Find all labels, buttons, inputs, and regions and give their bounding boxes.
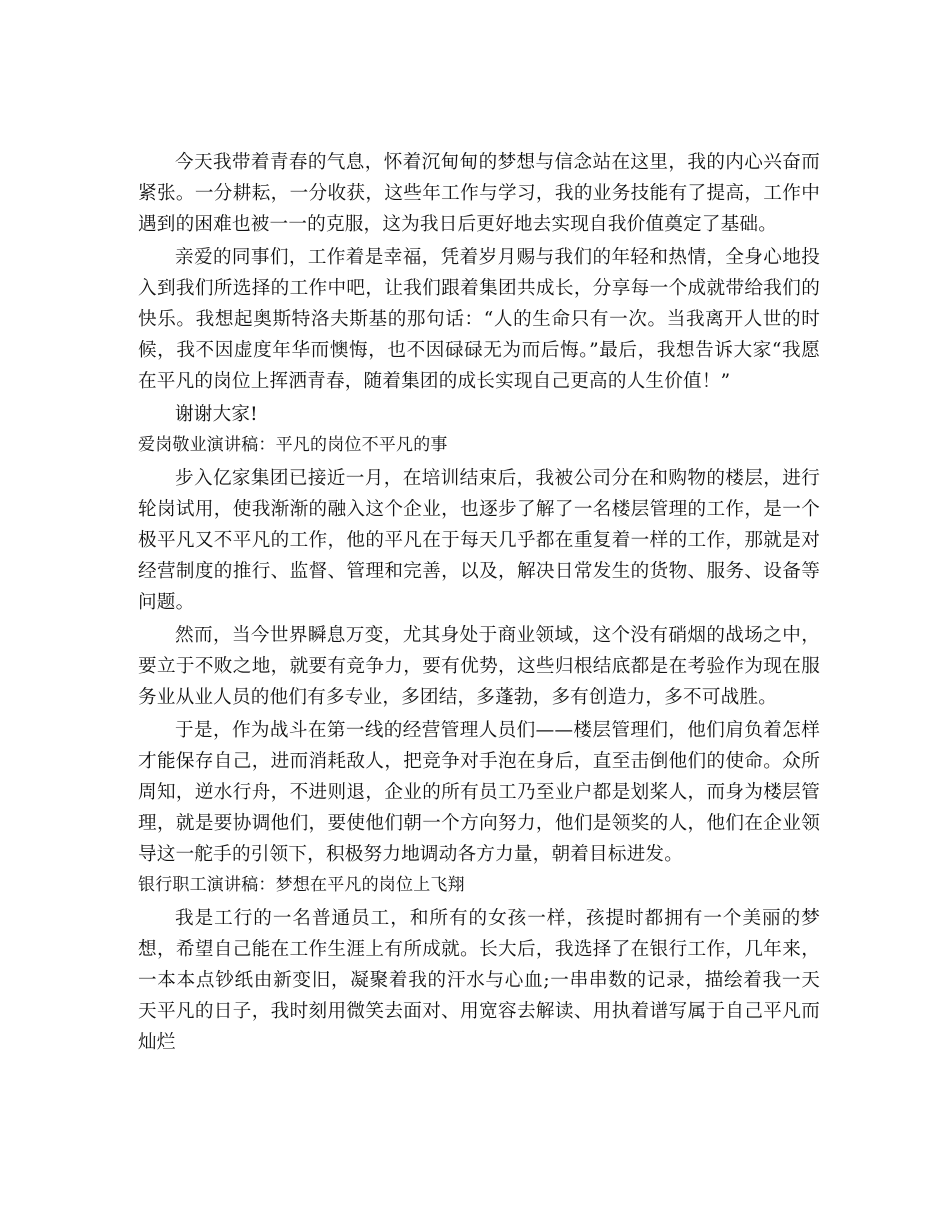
paragraph: 于是，作为战斗在第一线的经营管理人员们——楼层管理们，他们肩负着怎样才能保存自己，进而消耗敌人，把竞争对手泡在身后，直至击倒他们的使命。众所周知，逆水行舟，不进则退，企业的所有员工乃至业户都是划桨人，而身为楼层管理，就是要协调他们，要使他们朝一个方向努力，他们是领奖的人，他们在企业领导这一舵手的引领下，积极努力地调动各方力量，朝着目标进发。 <box>138 720 820 865</box>
paragraph: 我是工行的一名普通员工，和所有的女孩一样，孩提时都拥有一个美丽的梦想，希望自己能在工作生涯上有所成就。长大后，我选择了在银行工作，几年来，一本本点钞纸由新变旧，凝聚着我的汗水与心血;一串串数的记录，描绘着我一天天平凡的日子，我时刻用微笑去面对、用宽容去解读、用执着谱写属于自己平凡而灿烂 <box>138 908 820 1053</box>
paragraph: 步入亿家集团已接近一月，在培训结束后，我被公司分在和购物的楼层，进行轮岗试用，使我渐渐的融入这个企业，也逐步了解了一名楼层管理的工作，是一个极平凡又不平凡的工作，他的平凡在于每天几乎都在重复着一样的工作，那就是对经营制度的推行、监督、管理和完善，以及，解决日常发生的货物、服务、设备等问题。 <box>138 468 820 613</box>
section-heading: 爱岗敬业演讲稿：平凡的岗位不平凡的事 <box>138 435 448 455</box>
paragraph: 亲爱的同事们，工作着是幸福，凭着岁月赐与我们的年轻和热情，全身心地投入到我们所选择的工作中吧，让我们跟着集团共成长，分享每一个成就带给我们的快乐。我想起奥斯特洛夫斯基的那句话：“人的生命只有一次。当我离开人世的时候，我不因虚度年华而懊悔，也不因碌碌无为而后悔。”最后，我想告诉大家“我愿在平凡的岗位上挥洒青春，随着集团的成长实现自己更高的人生价值！” <box>138 247 820 392</box>
paragraph: 今天我带着青春的气息，怀着沉甸甸的梦想与信念站在这里，我的内心兴奋而紧张。一分耕耘，一分收获，这些年工作与学习，我的业务技能有了提高，工作中遇到的困难也被一一的克服，这为我日后更好地去实现自我价值奠定了基础。 <box>138 152 820 235</box>
paragraph: 谢谢大家! <box>175 404 258 425</box>
paragraph: 然而，当今世界瞬息万变，尤其身处于商业领域，这个没有硝烟的战场之中，要立于不败之地，就要有竞争力，要有优势，这些归根结底都是在考验作为现在服务业从业人员的他们有多专业，多团结，多蓬勃，多有创造力，多不可战胜。 <box>138 625 820 708</box>
section-heading: 银行职工演讲稿：梦想在平凡的岗位上飞翔 <box>138 875 465 895</box>
